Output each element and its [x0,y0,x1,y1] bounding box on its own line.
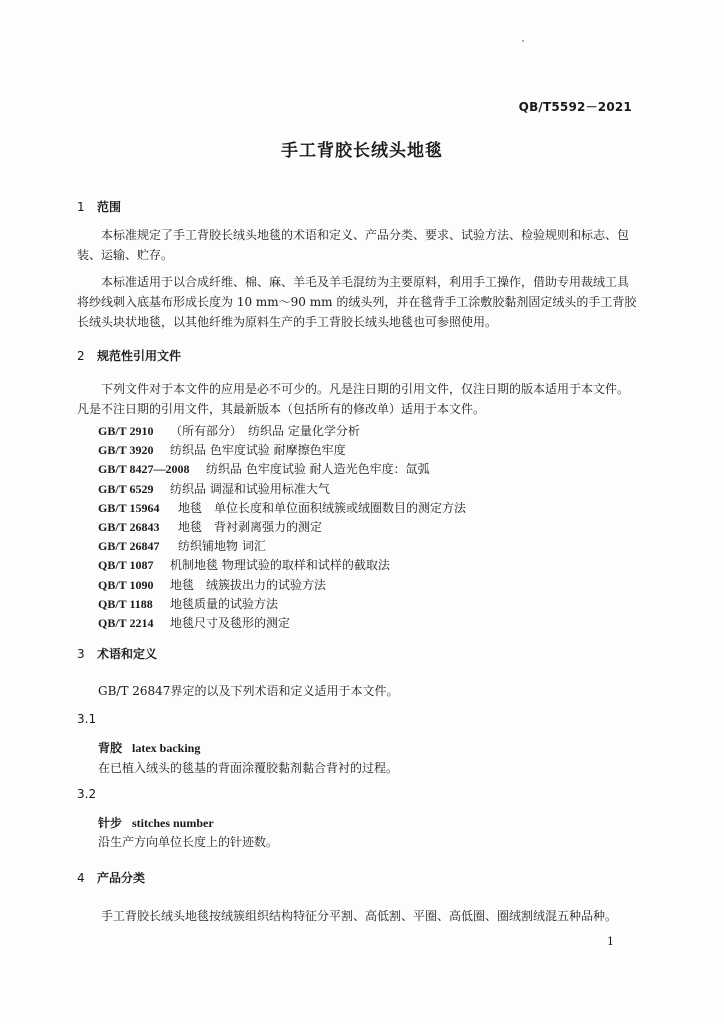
reference-code: QB/T 1090 [98,577,154,592]
reference-item [98,518,466,537]
reference-title: 纺织品 色牢度试验 耐摩擦色牢度 [170,443,346,458]
term-english: stitches number [132,816,214,830]
reference-code: GB/T 26847 [98,539,160,554]
reference-code: QB/T 1087 [98,558,154,573]
reference-list [98,422,466,633]
section-number: 2 [77,348,85,363]
section-3-heading [77,645,157,662]
scope-paragraph-1: 本标准规定了手工背胶长绒头地毯的术语和定义、产品分类、要求、试验方法、检验规则和标志、包装、运输、贮存。 [77,228,630,262]
reference-title: （所有部分） 纺织品 定量化学分析 [170,424,360,438]
term-number: 3.1 [77,712,97,726]
term-definition: 沿生产方向单位长度上的针迹数。 [98,835,279,849]
reference-item [98,422,466,441]
section-2-heading [77,347,181,364]
classification-text: 手工背胶长绒头地毯按绒簇组织结构特征分平割、高低割、平圈、高低圈、圈绒割绒混五种品种。 [101,909,618,923]
section-1-heading [77,198,121,215]
reference-title: 地毯尺寸及毯形的测定 [170,616,291,631]
section-number: 1 [77,199,85,214]
reference-title: 地毯 单位长度和单位面积绒簇或绒圈数目的测定方法 [178,500,467,515]
reference-title: 地毯 绒簇拔出力的试验方法 [170,577,327,592]
scan-speck [522,40,524,42]
reference-code: GB/T 8427—2008 [98,462,190,477]
reference-code: GB/T 3920 [98,443,154,458]
section-4-heading [77,869,145,886]
section-title: 范围 [97,200,122,214]
reference-item [98,441,466,460]
term-chinese: 背胶 [98,741,123,755]
section-number: 4 [77,870,85,885]
section-number: 3 [77,646,85,661]
reference-title: 纺织品 色牢度试验 耐人造光色牢度：氙弧 [206,462,430,477]
reference-code: QB/T 1188 [98,596,153,611]
standard-code: QB/T5592－2021 [518,100,632,114]
section-title: 产品分类 [97,871,146,885]
reference-title: 地毯 背衬剥离强力的测定 [178,520,323,535]
reference-item [98,576,466,595]
reference-code: GB/T 6529 [98,481,154,496]
term-english: latex backing [132,741,201,755]
reference-title: 纺织铺地物 词汇 [178,539,266,554]
term-definition: 在已植入绒头的毯基的背面涂覆胶黏剂黏合背衬的过程。 [98,761,399,775]
terms-intro: GB/T 26847界定的以及下列术语和定义适用于本文件。 [98,684,399,698]
reference-code: GB/T 15964 [98,500,160,515]
normative-refs-intro: 下列文件对于本文件的应用是必不可少的。凡是注日期的引用文件，仅注日期的版本适用于本文件。凡是不注日期的引用文件，其最新版本（包括所有的修改单）适用于本文件。 [77,382,630,416]
section-title: 术语和定义 [97,647,158,661]
reference-code: GB/T 26843 [98,520,160,535]
reference-title: 纺织品 调湿和试验用标准大气 [170,481,330,496]
term-entry [98,739,200,756]
term-chinese: 针步 [98,816,123,830]
section-title: 规范性引用文件 [97,349,182,363]
reference-item [98,537,466,556]
term-number: 3.2 [77,787,97,801]
term-entry [98,814,214,831]
reference-code: GB/T 2910 [98,424,154,438]
scope-paragraph-2: 本标准适用于以合成纤维、棉、麻、羊毛及羊毛混纺为主要原料，利用手工操作，借助专用裁绒工具将纱线刺入底基布形成长度为 10 mm～90 mm 的绒头列，并在毯背手工涂敷胶黏剂固定绒头的手工背胶长绒头块状地毯，以其他纤维为原料生产的手工背胶长绒头地毯也可参照使用。 [77,275,637,329]
reference-item [98,499,466,518]
reference-title: 机制地毯 物理试验的取样和试样的截取法 [170,558,390,573]
reference-title: 地毯质量的试验方法 [170,596,279,611]
page-number: 1 [607,935,614,948]
reference-item [98,556,466,575]
reference-item [98,614,466,633]
reference-item [98,480,466,499]
reference-item [98,460,466,479]
reference-item [98,595,466,614]
document-title: 手工背胶长绒头地毯 [281,141,443,161]
reference-code: QB/T 2214 [98,616,154,631]
